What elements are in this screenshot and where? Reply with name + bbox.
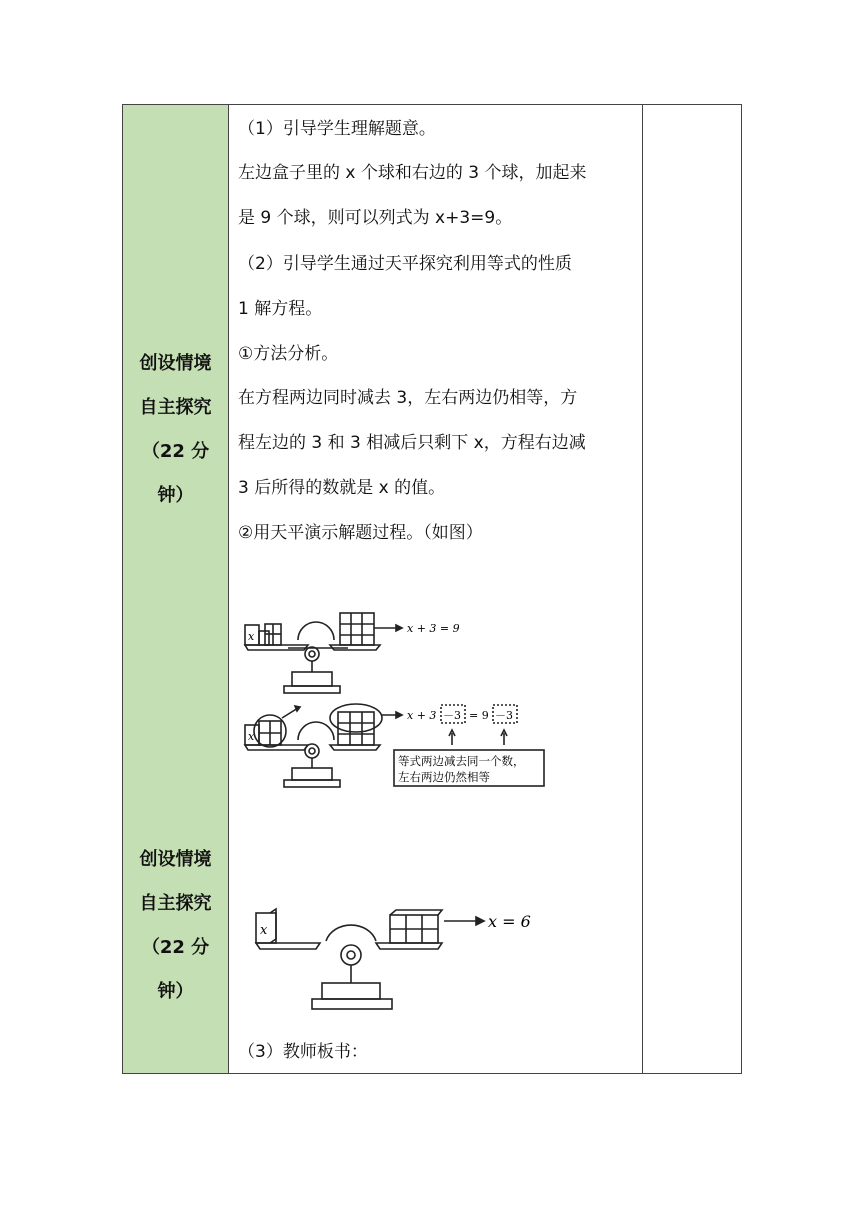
minus-three-right: －3	[495, 709, 513, 722]
balance-figure-1	[240, 600, 560, 795]
demo-heading: ②用天平演示解题过程。（如图）	[238, 523, 483, 543]
step-2-heading: （2）引导学生通过天平探究利用等式的性质	[238, 254, 572, 274]
step-3-heading: （3）教师板书：	[238, 1042, 368, 1062]
equation-2-left: x + 3	[407, 709, 437, 722]
note-line: 等式两边减去同一个数，	[398, 754, 525, 768]
table-right-column	[642, 104, 742, 1074]
paragraph-line: 1 解方程。	[238, 299, 323, 319]
equation-1: x + 3 = 9	[407, 622, 460, 635]
section-label-line: 自主探究	[139, 893, 212, 914]
x-label: x	[248, 730, 255, 743]
section-label-line: 创设情境	[139, 353, 212, 374]
section-label-line: 自主探究	[139, 397, 212, 418]
x-label: x	[248, 630, 255, 643]
paragraph-line: 在方程两边同时减去 3，左右两边仍相等，方	[238, 388, 578, 408]
section-label-top	[122, 342, 229, 518]
cube-stack-icon	[340, 613, 374, 645]
equation-result: x = 6	[488, 912, 531, 931]
method-analysis-heading: ①方法分析。	[238, 344, 339, 364]
note-line: 左右两边仍然相等	[398, 770, 490, 784]
section-label-line: （22 分	[141, 937, 210, 958]
paragraph-line: 程左边的 3 和 3 相减后只剩下 x，方程右边减	[238, 433, 586, 453]
x-label: x	[260, 923, 268, 938]
step-1-heading: （1）引导学生理解题意。	[238, 119, 436, 139]
paragraph-line: 3 后所得的数就是 x 的值。	[238, 478, 446, 498]
section-label-line: 钟）	[157, 981, 194, 1002]
section-label-line: （22 分	[141, 441, 210, 462]
section-label-line: 创设情境	[139, 849, 212, 870]
equation-2-mid: = 9	[469, 709, 489, 722]
cube-stack-icon	[338, 712, 374, 745]
section-label-line: 钟）	[157, 485, 194, 506]
balance-figure-2	[250, 905, 540, 1015]
section-label-bottom	[122, 838, 229, 1014]
paragraph-line: 左边盒子里的 x 个球和右边的 3 个球，加起来	[238, 163, 587, 183]
paragraph-line: 是 9 个球，则可以列式为 x+3=9。	[238, 208, 513, 228]
minus-three-left: －3	[443, 709, 461, 722]
